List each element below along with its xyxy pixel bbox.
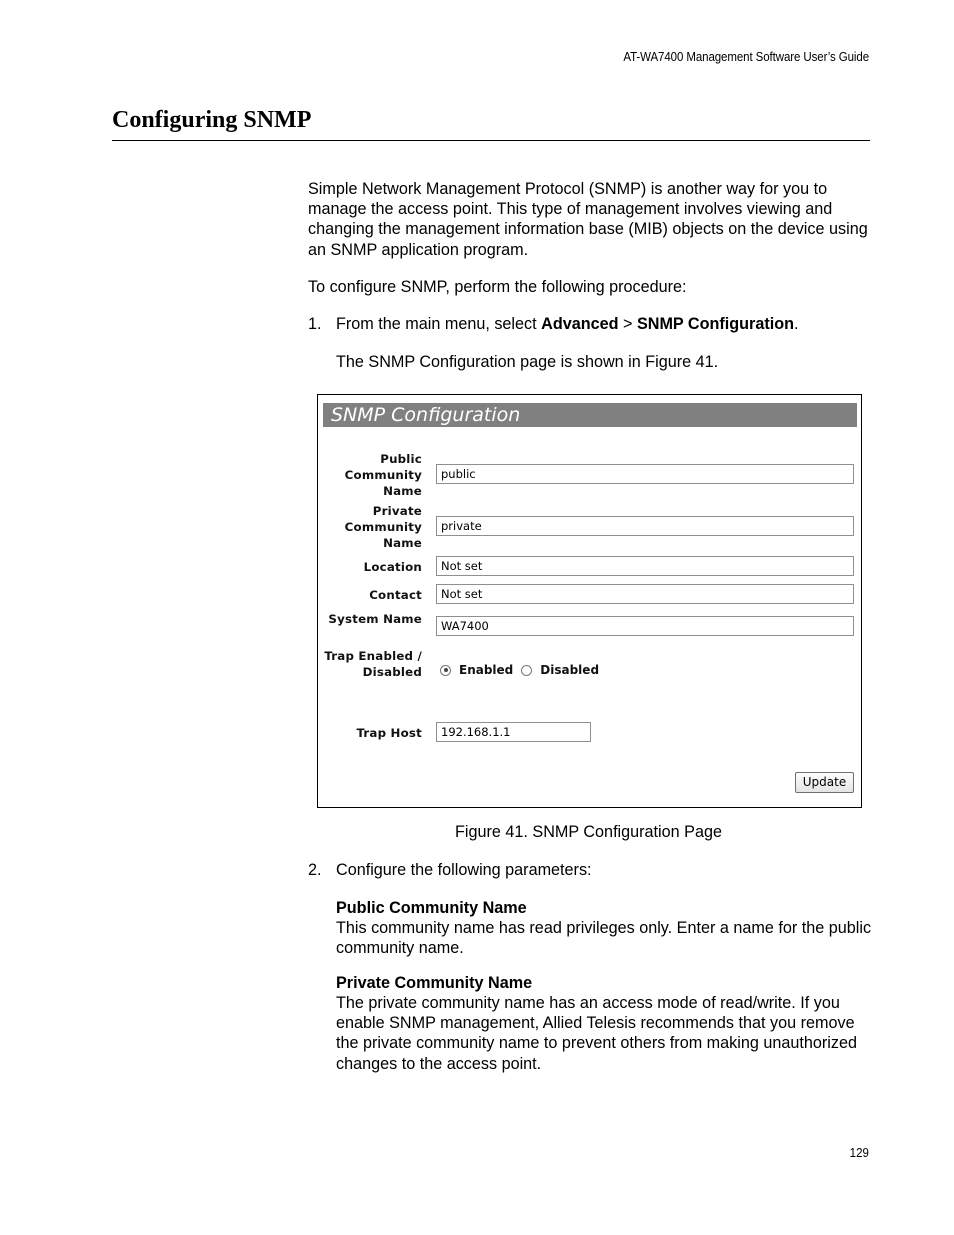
- update-button[interactable]: Update: [795, 772, 854, 793]
- contact-label: Contact: [369, 588, 422, 602]
- private-community-input[interactable]: private: [436, 516, 854, 536]
- param-description: The private community name has an access mode of read/write. If you enable SNMP management, Allied Telesis recommends that you remove the private community name to prevent others from making unauthorized changes to the access point.: [336, 994, 857, 1073]
- page-number: 129: [849, 1146, 869, 1160]
- step-2-number: 2.: [308, 861, 322, 879]
- param-term: Public Community Name: [336, 899, 527, 917]
- trap-radio-group: [440, 663, 599, 677]
- trap-enabled-option-label[interactable]: Enabled: [459, 663, 514, 677]
- step-1-note: The SNMP Configuration page is shown in Figure 41.: [336, 353, 719, 371]
- procedure-intro: To configure SNMP, perform the following procedure:: [308, 278, 687, 296]
- private-community-label: Private Community Name: [344, 504, 422, 550]
- title-divider: [112, 140, 870, 141]
- menu-snmp-configuration: SNMP Configuration: [636, 315, 795, 333]
- trap-disabled-radio[interactable]: [521, 665, 532, 676]
- step-1-text: [336, 314, 876, 334]
- menu-separator: >: [618, 315, 637, 333]
- trap-enabled-label: Trap Enabled / Disabled: [324, 649, 422, 679]
- param-description: This community name has read privileges only. Enter a name for the public community name.: [336, 919, 872, 958]
- public-community-label: Public Community Name: [344, 452, 422, 498]
- trap-disabled-option-label[interactable]: Disabled: [540, 663, 600, 677]
- system-name-label: System Name: [328, 612, 422, 626]
- contact-input[interactable]: Not set: [436, 584, 854, 604]
- step-1-number: 1.: [308, 315, 322, 333]
- system-name-input[interactable]: WA7400: [436, 616, 854, 636]
- trap-host-label: Trap Host: [356, 726, 422, 740]
- menu-advanced: Advanced: [541, 315, 619, 333]
- intro-paragraph: Simple Network Management Protocol (SNMP) is another way for you to manage the access point. This type of management involves viewing and changing the management information base (MIB) objects on the device using an SNMP application program.: [308, 180, 868, 259]
- trap-enabled-radio[interactable]: [440, 665, 451, 676]
- public-community-input[interactable]: public: [436, 464, 854, 484]
- trap-host-input[interactable]: 192.168.1.1: [436, 722, 591, 742]
- step-1-suffix: .: [794, 315, 799, 333]
- figure-caption: Figure 41. SNMP Configuration Page: [455, 823, 722, 841]
- snmp-configuration-figure: [317, 394, 862, 808]
- param-term: Private Community Name: [336, 974, 533, 992]
- location-input[interactable]: Not set: [436, 556, 854, 576]
- location-label: Location: [363, 560, 422, 574]
- step-1-prefix: From the main menu, select: [336, 315, 542, 333]
- step-2-text: Configure the following parameters:: [336, 861, 592, 879]
- snmp-configuration-header: SNMP Configuration: [323, 403, 857, 427]
- running-head: AT-WA7400 Management Software User’s Guide: [623, 50, 869, 64]
- section-title: Configuring SNMP: [112, 107, 312, 133]
